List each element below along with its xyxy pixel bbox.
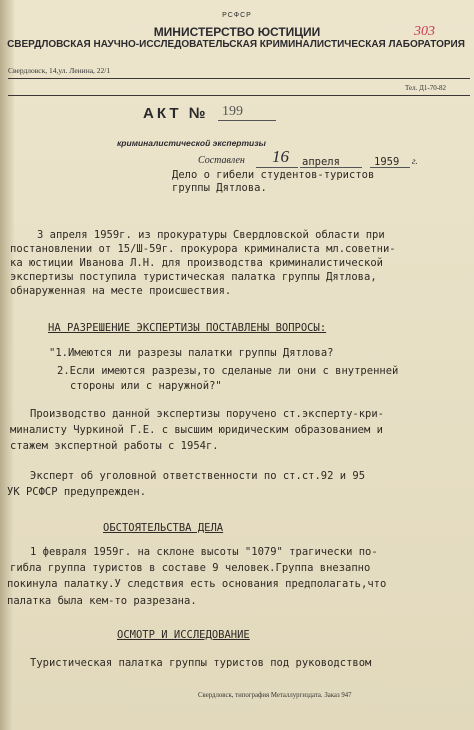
assignment-line-1: Производство данной экспертизы поручено ст.эксперту-кри- — [30, 408, 385, 420]
phone-number: Тел. Д1-70-82 — [405, 84, 447, 92]
year-underline — [370, 167, 410, 168]
address-underline — [8, 78, 470, 79]
ministry-title: МИНИСТЕРСТВО ЮСТИЦИИ — [153, 25, 321, 39]
act-number: 199 — [222, 104, 243, 119]
case-line-2: группы Дятлова. — [172, 182, 267, 194]
act-month: апреля — [302, 156, 340, 168]
act-year-suffix: г. — [412, 156, 418, 166]
intro-line-1: 3 апреля 1959г. из прокуратуры Свердловской области при — [37, 229, 385, 241]
laboratory-title: СВЕРДЛОВСКАЯ НАУЧНО-ИССЛЕДОВАТЕЛЬСКАЯ КРИМИНАЛИСТИЧЕСКАЯ ЛАБОРАТОРИЯ — [7, 39, 465, 50]
inspection-line-1: Туристическая палатка группы туристов под руководством — [30, 657, 372, 669]
intro-line-3: ка юстиции Иванова Л.Н. для производства криминалистической — [10, 257, 383, 269]
question-1: "1.Имеются ли разрезы палатки группы Дятлова? — [49, 347, 334, 359]
act-number-underline — [218, 120, 276, 121]
drawn-up-label: Составлен — [198, 155, 245, 166]
printer-imprint: Свердловск, типография Металлургиздата. Заказ 947 — [198, 692, 352, 699]
case-line-1: Дело о гибели студентов-туристов — [172, 169, 375, 181]
question-2-line-2: стороны или с наружной?" — [70, 380, 222, 392]
page-edge-shadow — [0, 0, 14, 730]
question-2-line-1: 2.Если имеются разрезы,то сделаные ли они с внутренней — [57, 365, 399, 377]
warning-line-1: Эксперт об уголовной ответственности по ст.ст.92 и 95 — [30, 470, 366, 482]
assignment-line-3: стажем экспертной работы с 1954г. — [10, 440, 219, 452]
header-divider — [8, 95, 470, 96]
circumstances-line-3: покинула палатку.У следствия есть основания предполагать,что — [7, 578, 387, 590]
circumstances-line-2: гибла группа туристов в составе 9 человек.Группа внезапно — [10, 562, 371, 574]
intro-line-4: экспертизы поступила туристическая палатка группы Дятлова, — [10, 271, 377, 283]
act-year: 1959 — [374, 156, 400, 168]
intro-line-5: обнаруженная на месте происшествия. — [10, 285, 232, 297]
act-title: АКТ № — [143, 105, 209, 122]
assignment-line-2: миналисту Чуркиной Г.Е. с высшим юридическим образованием и — [10, 424, 383, 436]
month-underline — [300, 167, 362, 168]
circumstances-heading: ОБСТОЯТЕЛЬСТВА ДЕЛА — [103, 522, 224, 534]
circumstances-line-4: палатка была кем-то разрезана. — [7, 595, 197, 607]
republic-label: РСФСР — [222, 12, 252, 19]
questions-heading: НА РАЗРЕШЕНИЕ ЭКСПЕРТИЗЫ ПОСТАВЛЕНЫ ВОПРОСЫ: — [48, 322, 327, 334]
page-number-stamp: 303 — [414, 24, 435, 39]
circumstances-line-1: 1 февраля 1959г. на склоне высоты "1079" трагически по- — [30, 546, 378, 558]
intro-line-2: постановлении от 15/Ш-59г. прокурора криминалиста мл.советни- — [10, 243, 396, 255]
address-line: Свердловск, 14,ул. Ленина, 22/1 — [8, 66, 111, 75]
inspection-heading: ОСМОТР И ИССЛЕДОВАНИЕ — [117, 629, 250, 641]
warning-line-2: УК РСФСР предупрежден. — [7, 486, 147, 498]
day-underline — [256, 167, 298, 168]
act-day: 16 — [272, 147, 289, 166]
act-subtitle: криминалистической экспертизы — [117, 138, 266, 148]
